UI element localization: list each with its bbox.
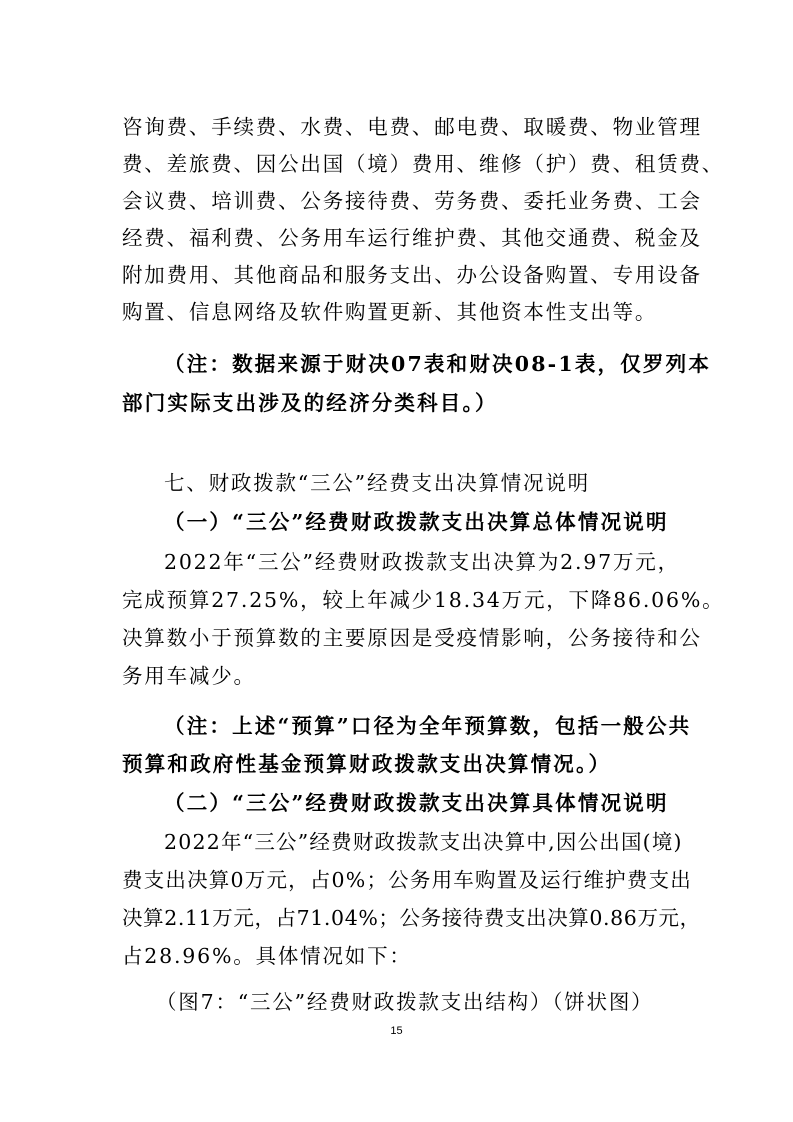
subsection-title: （二）“三公”经费财政拨款支出决算具体情况说明 (164, 791, 669, 815)
text-line: 决算数小于预算数的主要原因是受疫情影响，公务接待和公 (122, 626, 702, 650)
note-line: （注：上述“预算”口径为全年预算数，包括一般公共 (164, 714, 692, 738)
text-line: 附加费用、其他商品和服务支出、办公设备购置、专用设备 (122, 263, 702, 287)
text-line: 会议费、培训费、公务接待费、劳务费、委托业务费、工会 (122, 189, 702, 213)
page-number: 15 (390, 1025, 403, 1037)
text-line: 决算2.11万元，占71.04%；公务接待费支出决算0.86万元， (122, 906, 701, 930)
note-line: 预算和政府性基金预算财政拨款支出决算情况。） (122, 752, 612, 776)
text-line: 费支出决算0万元，占0%；公务用车购置及运行维护费支出 (122, 868, 692, 892)
figure-caption: （图7：“三公”经费财政拨款支出结构）（饼状图） (156, 990, 654, 1014)
section-title: 七、财政拨款“三公”经费支出决算情况说明 (164, 471, 590, 495)
text-line: 经费、福利费、公务用车运行维护费、其他交通费、税金及 (122, 226, 702, 250)
text-line: 务用车减少。 (122, 664, 256, 688)
text-line: 咨询费、手续费、水费、电费、邮电费、取暖费、物业管理 (122, 115, 702, 139)
text-line: 费、差旅费、因公出国（境）费用、维修（护）费、租赁费、 (122, 152, 725, 176)
text-line: 购置、信息网络及软件购置更新、其他资本性支出等。 (122, 300, 658, 324)
note-line: （注：数据来源于财决07表和财决08-1表，仅罗列本 (164, 352, 712, 376)
text-line: 占28.96%。具体情况如下： (122, 944, 412, 968)
note-line: 部门实际支出涉及的经济分类科目。） (122, 391, 498, 415)
text-line: 2022年“三公”经费财政拨款支出决算中,因公出国(境) (164, 830, 683, 854)
subsection-title: （一）“三公”经费财政拨款支出决算总体情况说明 (164, 510, 669, 534)
text-line: 2022年“三公”经费财政拨款支出决算为2.97万元， (164, 550, 680, 574)
text-line: 完成预算27.25%，较上年减少18.34万元，下降86.06%。 (122, 588, 725, 612)
